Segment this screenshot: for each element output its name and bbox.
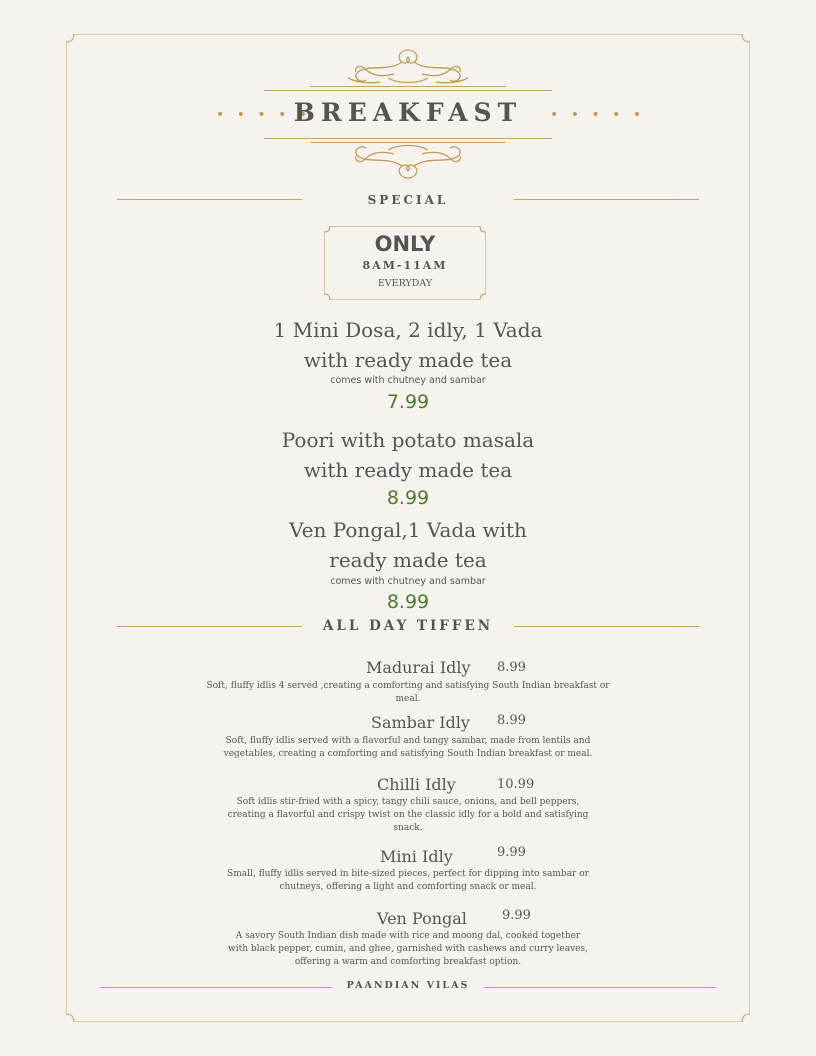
special-item-price: 8.99 xyxy=(386,591,430,613)
special-rule-right xyxy=(514,199,699,200)
menu-item-name: Madurai Idly xyxy=(366,658,471,677)
menu-item-price: 8.99 xyxy=(497,713,526,728)
menu-item-description: A savory South Indian dish made with rice and moong dal, cooked together xyxy=(235,931,581,941)
title-dots-right: • • • • • xyxy=(550,107,646,123)
special-item-name: ready made tea xyxy=(329,548,487,572)
menu-item-description: snack. xyxy=(393,823,423,833)
menu-item-description: Small, fluffy idlis served in bite-sized pieces, perfect for dipping into sambar or xyxy=(227,869,589,879)
special-item-note: comes with chutney and sambar xyxy=(330,576,486,587)
special-item-name: with ready made tea xyxy=(303,348,513,372)
special-item-name: Ven Pongal,1 Vada with xyxy=(289,518,527,542)
menu-item-name: Mini Idly xyxy=(380,847,453,866)
bottom-flourish-ornament xyxy=(308,140,508,184)
menu-item-description: meal. xyxy=(395,694,421,704)
menu-item-name: Chilli Idly xyxy=(377,775,456,794)
special-item-note: comes with chutney and sambar xyxy=(330,375,486,386)
hours-badge xyxy=(324,226,486,300)
page-title: BREAKFAST xyxy=(293,98,523,127)
footer-rule-right xyxy=(484,987,716,988)
menu-item-price: 9.99 xyxy=(497,845,526,860)
menu-item-name: Sambar Idly xyxy=(371,713,470,732)
title-top-rule-long xyxy=(264,90,552,91)
title-top-rule xyxy=(310,86,506,87)
menu-item-description: Soft idlis stir-fried with a spicy, tangy chili sauce, onions, and bell peppers, xyxy=(236,797,580,807)
menu-item-price: 10.99 xyxy=(497,777,535,792)
title-dots-left: • • • • • xyxy=(216,107,312,123)
menu-item-description: vegetables, creating a comforting and satisfying South Indian breakfast or meal. xyxy=(223,749,593,759)
badge-time: 8AM-11AM xyxy=(362,259,448,272)
section-heading-special: SPECIAL xyxy=(367,193,449,207)
menu-item-description: Soft, fluffy idlis 4 served ,creating a comforting and satisfying South Indian breakfast or xyxy=(206,681,610,691)
special-item-name: Poori with potato masala xyxy=(281,428,535,452)
special-item-price: 8.99 xyxy=(386,487,430,509)
menu-item-price: 9.99 xyxy=(502,908,531,923)
menu-item-description: chutneys, offering a light and comforting snack or meal. xyxy=(279,882,537,892)
title-bottom-rule-long xyxy=(264,138,552,139)
menu-item-description: Soft, fluffy idlis served with a flavorful and tangy sambar, made from lentils and xyxy=(225,736,591,746)
menu-item-name: Ven Pongal xyxy=(377,909,467,928)
badge-title: ONLY xyxy=(374,232,436,256)
menu-item-description: with black pepper, cumin, and ghee, garnished with cashews and curry leaves, xyxy=(228,944,588,954)
badge-days: EVERYDAY xyxy=(377,278,433,289)
special-item-price: 7.99 xyxy=(386,391,430,413)
tiffen-rule-right xyxy=(514,626,699,627)
special-item-name: with ready made tea xyxy=(303,458,513,482)
menu-item-description: creating a flavorful and crispy twist on the classic idly for a bold and satisfying xyxy=(227,810,589,820)
menu-item-description: offering a warm and comforting breakfast option. xyxy=(294,957,522,967)
section-heading-all-day-tiffen: ALL DAY TIFFEN xyxy=(322,618,494,634)
special-item-name: 1 Mini Dosa, 2 idly, 1 Vada xyxy=(273,318,543,342)
footer-brand: PAANDIAN VILAS xyxy=(346,980,470,991)
menu-item-price: 8.99 xyxy=(497,660,526,675)
